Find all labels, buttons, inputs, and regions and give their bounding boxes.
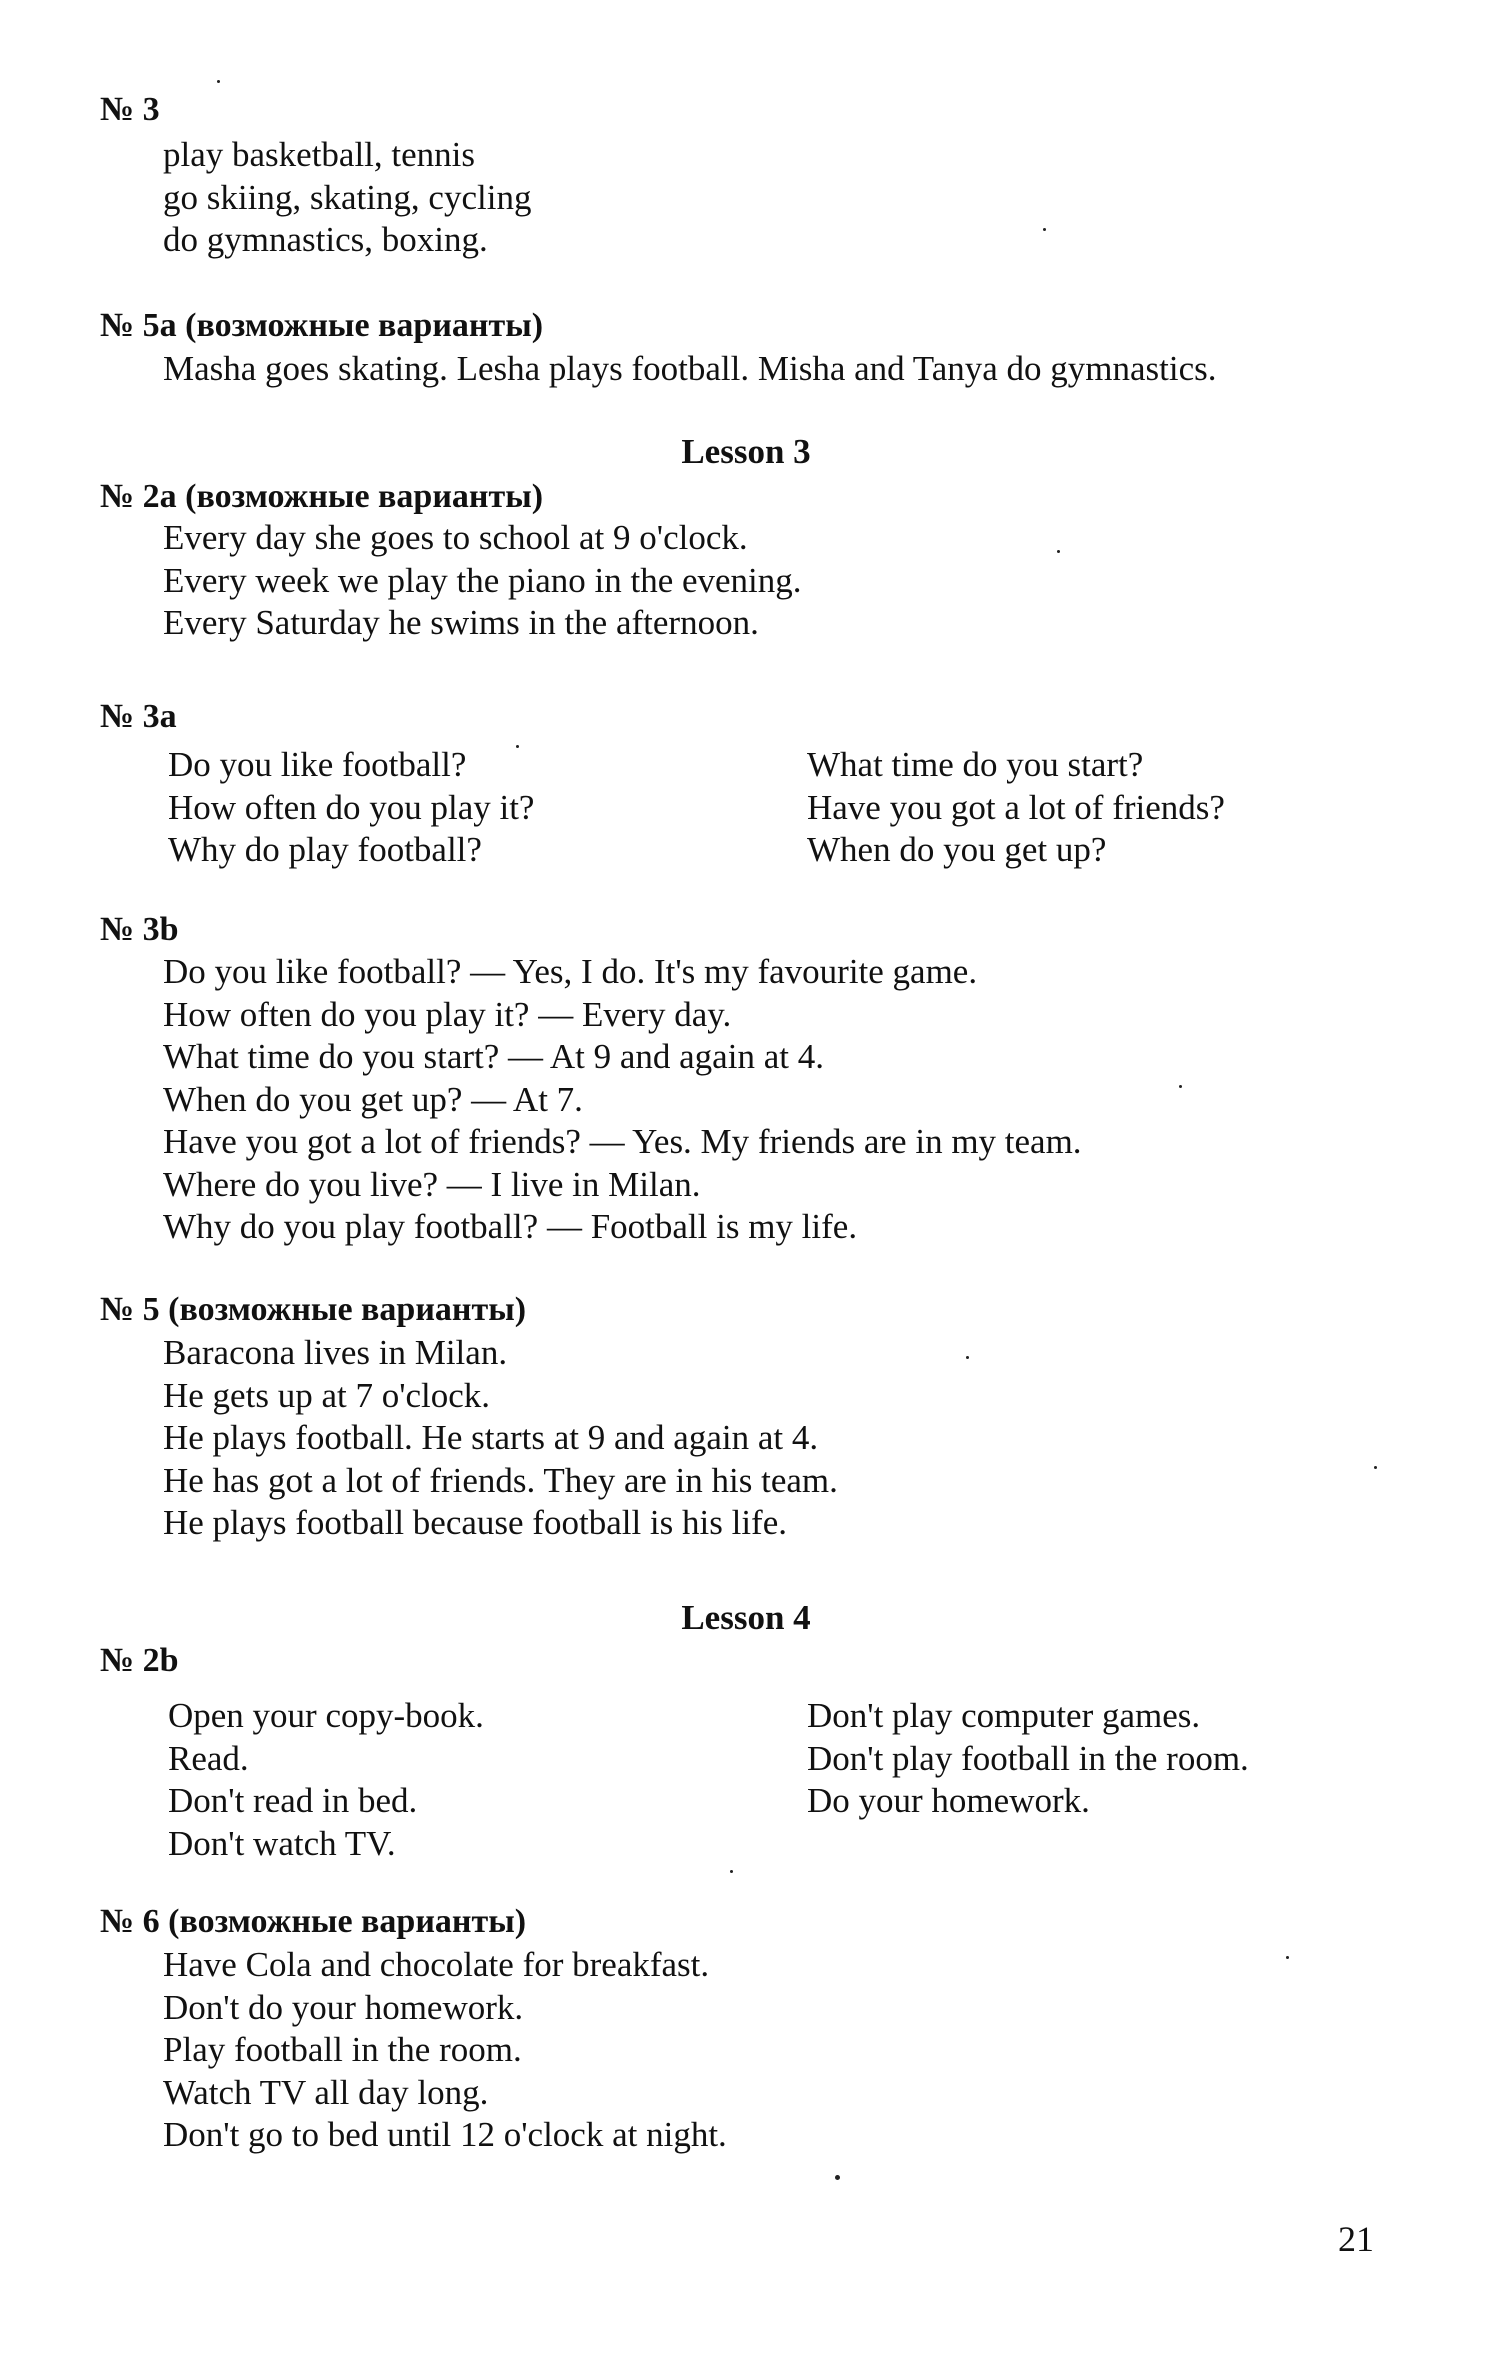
answer-line: Don't go to bed until 12 o'clock at night. <box>163 2115 727 2154</box>
answer-line: He plays football. He starts at 9 and again at 4. <box>163 1418 819 1457</box>
question-line: What time do you start? <box>807 745 1144 784</box>
lesson-4-title: Lesson 4 <box>681 1598 811 1637</box>
exercise-2a-answers <box>163 517 802 645</box>
scan-speck <box>1043 228 1046 231</box>
exercise-5a-answers <box>163 348 1217 391</box>
answer-line: Baracona lives in Milan. <box>163 1333 508 1372</box>
answer-line: He plays football because football is his life. <box>163 1503 788 1542</box>
command-line: Do your homework. <box>807 1781 1090 1820</box>
question-line: When do you get up? <box>807 830 1107 869</box>
scan-speck <box>966 1356 969 1359</box>
question-line: Why do play football? <box>168 830 482 869</box>
dialogue-line: How often do you play it? — Every day. <box>163 994 732 1034</box>
answer-line: Masha goes skating. Lesha plays football. Misha and Tanya do gymnastics. <box>163 349 1217 388</box>
dialogue-line: When do you get up? — At 7. <box>163 1079 583 1119</box>
exercise-3a-left-column <box>168 744 534 872</box>
dialogue-line: Have you got a lot of friends? — Yes. My friends are in my team. <box>163 1122 1082 1161</box>
command-line: Open your copy-book. <box>168 1696 484 1735</box>
answer-line: Every Saturday he swims in the afternoon. <box>163 603 759 642</box>
exercise-3a-right-column <box>807 744 1225 872</box>
exercise-heading-5a: № 5a (возможные варианты) <box>100 307 544 344</box>
command-line: Read. <box>168 1738 249 1778</box>
question-line: Have you got a lot of friends? <box>807 787 1225 827</box>
exercise-heading-5: № 5 (возможные варианты) <box>100 1291 527 1328</box>
scan-speck <box>835 2175 840 2180</box>
exercise-3b-answers <box>163 951 1082 1249</box>
exercise-3-answers <box>163 134 531 262</box>
dialogue-line: What time do you start? — At 9 and again at 4. <box>163 1037 824 1076</box>
command-line: Don't play computer games. <box>807 1696 1201 1735</box>
answer-line: Every day she goes to school at 9 o'clock. <box>163 518 748 557</box>
answer-line: Have Cola and chocolate for breakfast. <box>163 1945 710 1984</box>
answer-line: Every week we play the piano in the evening. <box>163 560 802 600</box>
answer-line: He has got a lot of friends. They are in his team. <box>163 1460 838 1500</box>
answer-line: go skiing, skating, cycling <box>163 177 532 217</box>
scan-speck <box>516 745 519 748</box>
lesson-3-title: Lesson 3 <box>681 432 811 471</box>
dialogue-line: Where do you live? — I live in Milan. <box>163 1164 701 1204</box>
exercise-5-answers <box>163 1332 838 1545</box>
exercise-heading-2b: № 2b <box>100 1642 179 1679</box>
exercise-heading-6: № 6 (возможные варианты) <box>100 1903 527 1940</box>
exercise-heading-2a: № 2a (возможные варианты) <box>100 478 544 515</box>
scan-speck <box>1057 550 1060 553</box>
dialogue-line: Why do you play football? — Football is my life. <box>163 1207 858 1246</box>
command-line: Don't watch TV. <box>168 1823 396 1863</box>
scan-speck <box>730 1870 733 1873</box>
scan-speck <box>1179 1085 1182 1088</box>
exercise-heading-3a: № 3a <box>100 698 177 735</box>
scan-speck <box>1374 1466 1377 1469</box>
scan-speck <box>1286 1956 1289 1959</box>
answer-line: He gets up at 7 o'clock. <box>163 1375 491 1415</box>
answer-line: play basketball, tennis <box>163 135 476 174</box>
command-line: Don't play football in the room. <box>807 1738 1249 1778</box>
exercise-heading-3b: № 3b <box>100 911 179 948</box>
question-line: Do you like football? <box>168 745 467 784</box>
answer-line: Play football in the room. <box>163 2030 522 2069</box>
exercise-2b-left-column <box>168 1695 484 1865</box>
exercise-heading-3: № 3 <box>100 91 160 128</box>
page-number: 21 <box>1338 2219 1374 2259</box>
answer-line: Don't do your homework. <box>163 1987 524 2027</box>
scan-speck <box>217 80 220 83</box>
answer-line: Watch TV all day long. <box>163 2072 489 2112</box>
question-line: How often do you play it? <box>168 787 535 827</box>
dialogue-line: Do you like football? — Yes, I do. It's my favourite game. <box>163 952 978 991</box>
command-line: Don't read in bed. <box>168 1781 418 1820</box>
exercise-6-answers <box>163 1944 727 2157</box>
exercise-2b-right-column <box>807 1695 1249 1823</box>
answer-line: do gymnastics, boxing. <box>163 220 488 259</box>
